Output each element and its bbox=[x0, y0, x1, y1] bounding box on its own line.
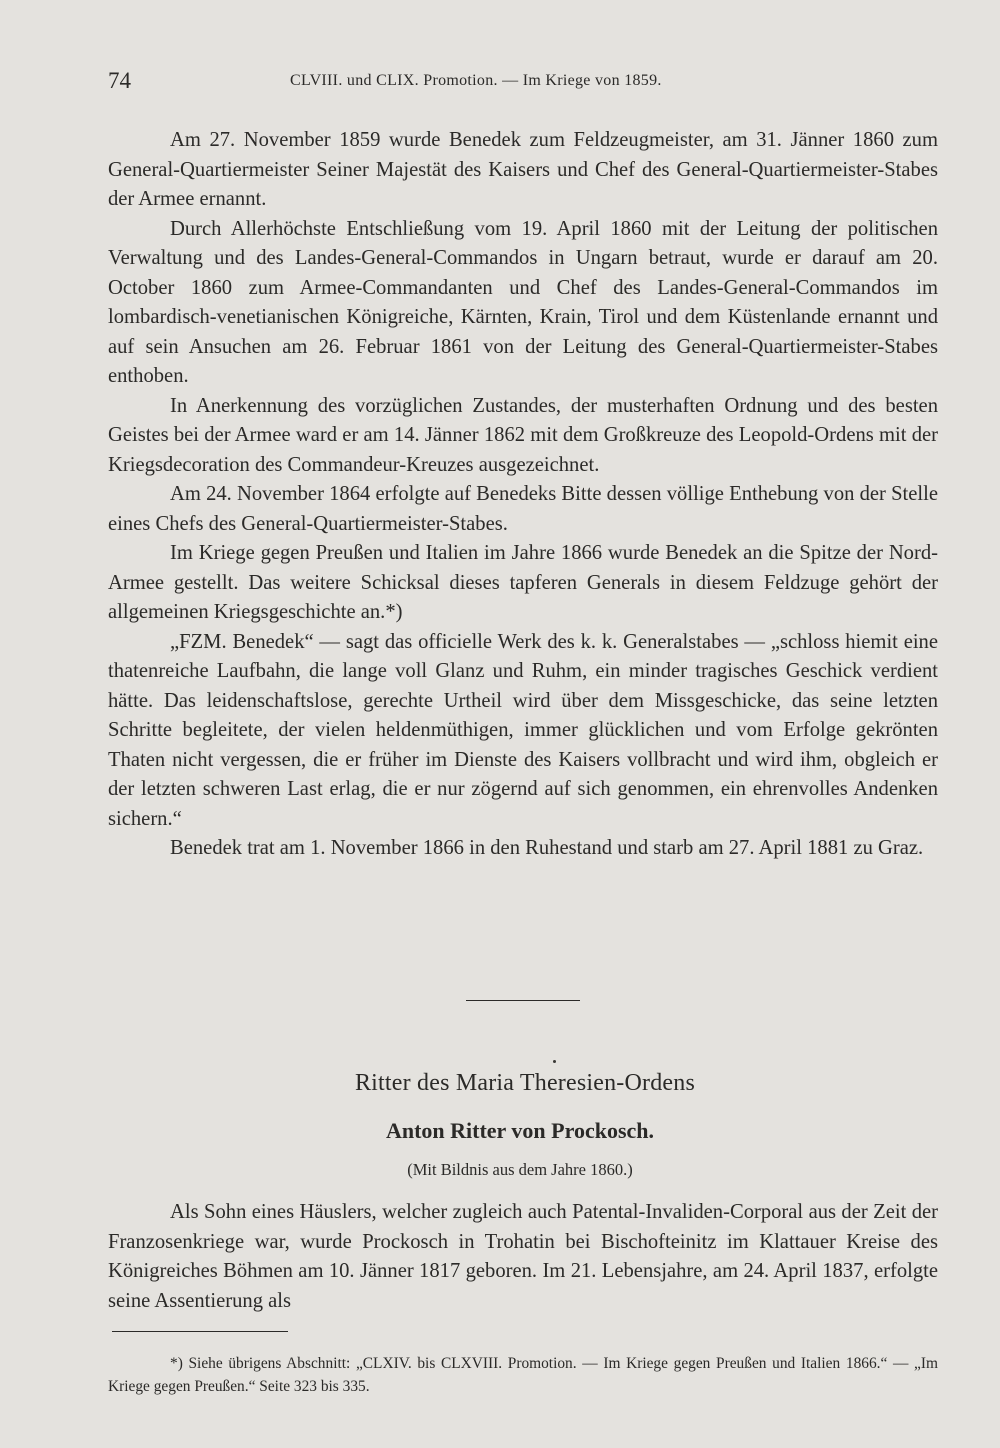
running-head bbox=[108, 68, 938, 100]
main-text bbox=[108, 126, 938, 864]
paragraph: Als Sohn eines Häuslers, welcher zugleich auch Patental-Invaliden-Corporal aus der Zeit der Franzosenkriege war, wurde Prockosch in Trohatin bei Bischofteinitz im Klattauer Kreise des Königreiches Böhmen am 10. Jänner 1817 geboren. Im 21. Lebensjahre, am 24. April 1837, erfolgte seine Assentierung als bbox=[108, 1201, 938, 1312]
section-separator-rule bbox=[466, 1000, 580, 1001]
page-number: 74 bbox=[108, 68, 131, 93]
footnote-rule bbox=[112, 1331, 288, 1332]
paragraph: Benedek trat am 1. November 1866 in den Ruhestand und starb am 27. April 1881 zu Graz. bbox=[170, 837, 924, 859]
print-speck bbox=[553, 1060, 556, 1063]
section-text bbox=[108, 1198, 938, 1316]
subject-name: Anton Ritter von Prockosch. bbox=[385, 1118, 655, 1143]
paragraph: In Anerkennung des vorzüglichen Zustandes, der musterhaften Ordnung und des besten Geistes bei der Armee ward er am 14. Jänner 1862 mit dem Großkreuze des Leopold-Ordens mit der Kriegsdecoration des Commandeur-Kreuzes ausgezeichnet. bbox=[108, 394, 938, 476]
paragraph: Im Kriege gegen Preußen und Italien im Jahre 1866 wurde Benedek an die Spitze der Nord-Armee gestellt. Das weitere Schicksal dieses tapferen Generals in diesem Feldzuge gehört der allgemeinen Kriegsgeschichte an.*) bbox=[108, 542, 938, 623]
portrait-note: (Mit Bildnis aus dem Jahre 1860.) bbox=[407, 1160, 633, 1179]
paragraph: Am 27. November 1859 wurde Benedek zum Feldzeugmeister, am 31. Jänner 1860 zum General-Quartiermeister Seiner Majestät des Kaisers und Chef des General-Quartiermeister-Stabes der Armee ernannt. bbox=[108, 129, 938, 210]
paragraph: Am 24. November 1864 erfolgte auf Benedeks Bitte dessen völlige Enthebung von der Stelle eines Chefs des General-Quartiermeister-Stabes. bbox=[108, 483, 938, 535]
running-head-title: CLVIII. und CLIX. Promotion. — Im Kriege von 1859. bbox=[290, 72, 662, 89]
footnote bbox=[108, 1352, 938, 1398]
paragraph: Durch Allerhöchste Entschließung vom 19. April 1860 mit der Leitung der politischen Verwaltung und des Landes-General-Commandos in Ungarn betraut, wurde er darauf am 20. October 1860 zum Armee-Commandanten und Chef des Landes-General-Commandos im lombardisch-venetianischen Königreiche, Kärnten, Krain, Tirol und dem Küstenlande ernannt und auf sein Ansuchen am 26. Februar 1861 von der Leitung des General-Quartiermeister-Stabes enthoben. bbox=[108, 217, 938, 387]
section-title: Ritter des Maria Theresien-Ordens bbox=[354, 1070, 696, 1096]
paragraph: „FZM. Benedek“ — sagt das officielle Werk des k. k. Generalstabes — „schloss hiemit eine thatenreiche Laufbahn, die lange voll Glanz und Ruhm, ein minder tragisches Geschick verdient hätte. Das leidenschaftslose, gerechte Urtheil wird über dem Missgeschicke, das seine letzten Schritte begleitete, der vielen heldenmüthigen, immer glücklichen und vom Erfolge gekrönten Thaten nicht vergessen, die er früher im Dienste des Kaisers vollbracht und wird ihm, obgleich er der letzten schweren Last erlag, die er nur zögernd auf sich genommen, ein ehrenvolles Andenken sichern.“ bbox=[108, 630, 938, 830]
footnote-text: *) Siehe übrigens Abschnitt: „CLXIV. bis CLXVIII. Promotion. — Im Kriege gegen Preußen und Italien 1866.“ — „Im Kriege gegen Preußen.“ Seite 323 bis 335. bbox=[108, 1355, 938, 1395]
